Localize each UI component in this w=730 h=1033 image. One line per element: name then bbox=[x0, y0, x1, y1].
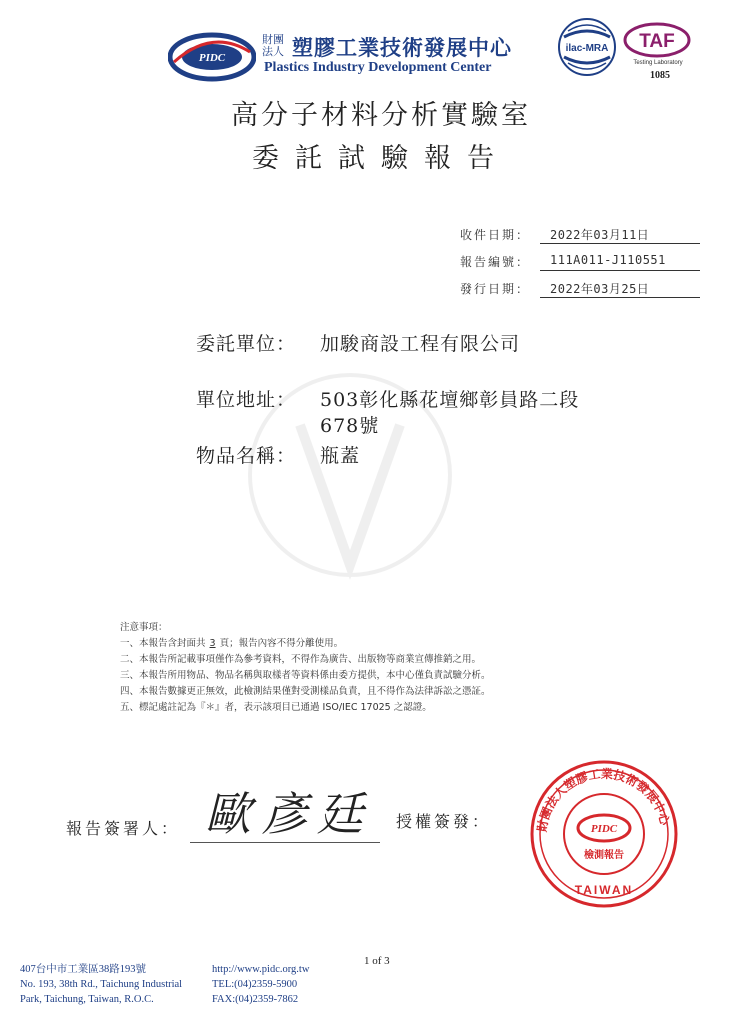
pidc-logo-icon bbox=[168, 32, 256, 82]
client-address-line1: 503彰化縣花壇鄉彰員路二段 bbox=[320, 389, 580, 411]
received-date-value: 2022年03月11日 bbox=[540, 226, 700, 244]
footer-address-line1: 407台中市工業區38路193號 bbox=[20, 964, 146, 975]
signer-label: 報告簽署人： bbox=[66, 819, 181, 838]
notes-section bbox=[120, 620, 491, 716]
note-item-3: 三、本報告所用物品、物品名稱與取樣者等資料係由委方提供，本中心僅負責試驗分析。 bbox=[120, 670, 491, 681]
note-1-page-count: 3 bbox=[209, 638, 216, 649]
received-date-label: 收件日期： bbox=[460, 228, 531, 242]
footer-contact bbox=[212, 962, 309, 1007]
ilac-logo-text: ilac-MRA bbox=[565, 43, 609, 54]
client-unit-label: 委託單位： bbox=[196, 333, 297, 355]
report-number-label: 報告編號： bbox=[460, 255, 531, 269]
taf-logo-text: TAF bbox=[639, 31, 675, 52]
client-address-label: 單位地址： bbox=[196, 389, 297, 411]
item-name-label: 物品名稱： bbox=[196, 445, 297, 467]
footer-address bbox=[20, 962, 182, 1007]
note-item-2: 二、本報告所記載事項僅作為參考資料，不得作為廣告、出版物等商業宣傳推銷之用。 bbox=[120, 654, 482, 665]
report-number-value: 111A011-J110551 bbox=[540, 253, 700, 271]
note-item-4: 四、本報告數據更正無效，此檢測結果僅對受測樣品負責，且不得作為法律訴訟之憑証。 bbox=[120, 686, 491, 697]
page-number: 1 of 3 bbox=[364, 955, 390, 967]
ilac-mra-logo-icon bbox=[556, 17, 618, 77]
note-item-1 bbox=[120, 636, 491, 652]
official-seal-icon bbox=[524, 758, 684, 908]
pidc-logo-text: PIDC bbox=[198, 52, 226, 64]
report-header bbox=[0, 0, 730, 95]
note-1-prefix: 一、本報告含封面共 bbox=[120, 638, 206, 649]
issue-date-value: 2022年03月25日 bbox=[540, 280, 700, 298]
footer-address-line3: Park, Taichung, Taiwan, R.O.C. bbox=[20, 994, 154, 1005]
signer-signature: 歐彥廷 bbox=[205, 787, 373, 841]
issue-date-label: 發行日期： bbox=[460, 282, 531, 296]
signature-underline bbox=[190, 842, 380, 843]
footer-fax: FAX:(04)2359-7862 bbox=[212, 994, 299, 1005]
seal-bottom-text: TAIWAN bbox=[574, 883, 634, 897]
taf-subtitle: Testing Laboratory bbox=[633, 60, 683, 66]
footer-website-link[interactable]: http://www.pidc.org.tw bbox=[212, 964, 310, 975]
taf-lab-number: 1085 bbox=[650, 70, 670, 81]
footer-tel: TEL:(04)2359-5900 bbox=[212, 979, 298, 990]
org-name-en: Plastics Industry Development Center bbox=[264, 60, 492, 75]
note-1-suffix: 頁；報告內容不得分離使用。 bbox=[219, 638, 344, 649]
lab-title: 高分子材料分析實驗室 bbox=[231, 100, 531, 131]
client-unit-value: 加駿商設工程有限公司 bbox=[320, 333, 521, 355]
org-type-label: 財團法人 bbox=[262, 33, 284, 58]
note-item-5: 五、標記處註記為『＊』者，表示該項目已通過 ISO/IEC 17025 之認證。 bbox=[120, 702, 432, 713]
report-title: 委託試驗報告 bbox=[252, 143, 510, 174]
seal-logo-text: PIDC bbox=[590, 823, 618, 835]
seal-center-text: 檢測報告 bbox=[584, 850, 624, 861]
notes-heading: 注意事項： bbox=[120, 622, 168, 633]
item-name-value: 瓶蓋 bbox=[320, 445, 361, 467]
seal-top-text: 財團法人塑膠工業技術發展中心 bbox=[534, 766, 673, 833]
client-address-line2: 678號 bbox=[320, 415, 380, 437]
org-name-cn: 塑膠工業技術發展中心 bbox=[292, 36, 512, 60]
authorized-label: 授權簽發： bbox=[396, 812, 492, 831]
footer-address-line2: No. 193, 38th Rd., Taichung Industrial bbox=[20, 979, 183, 990]
